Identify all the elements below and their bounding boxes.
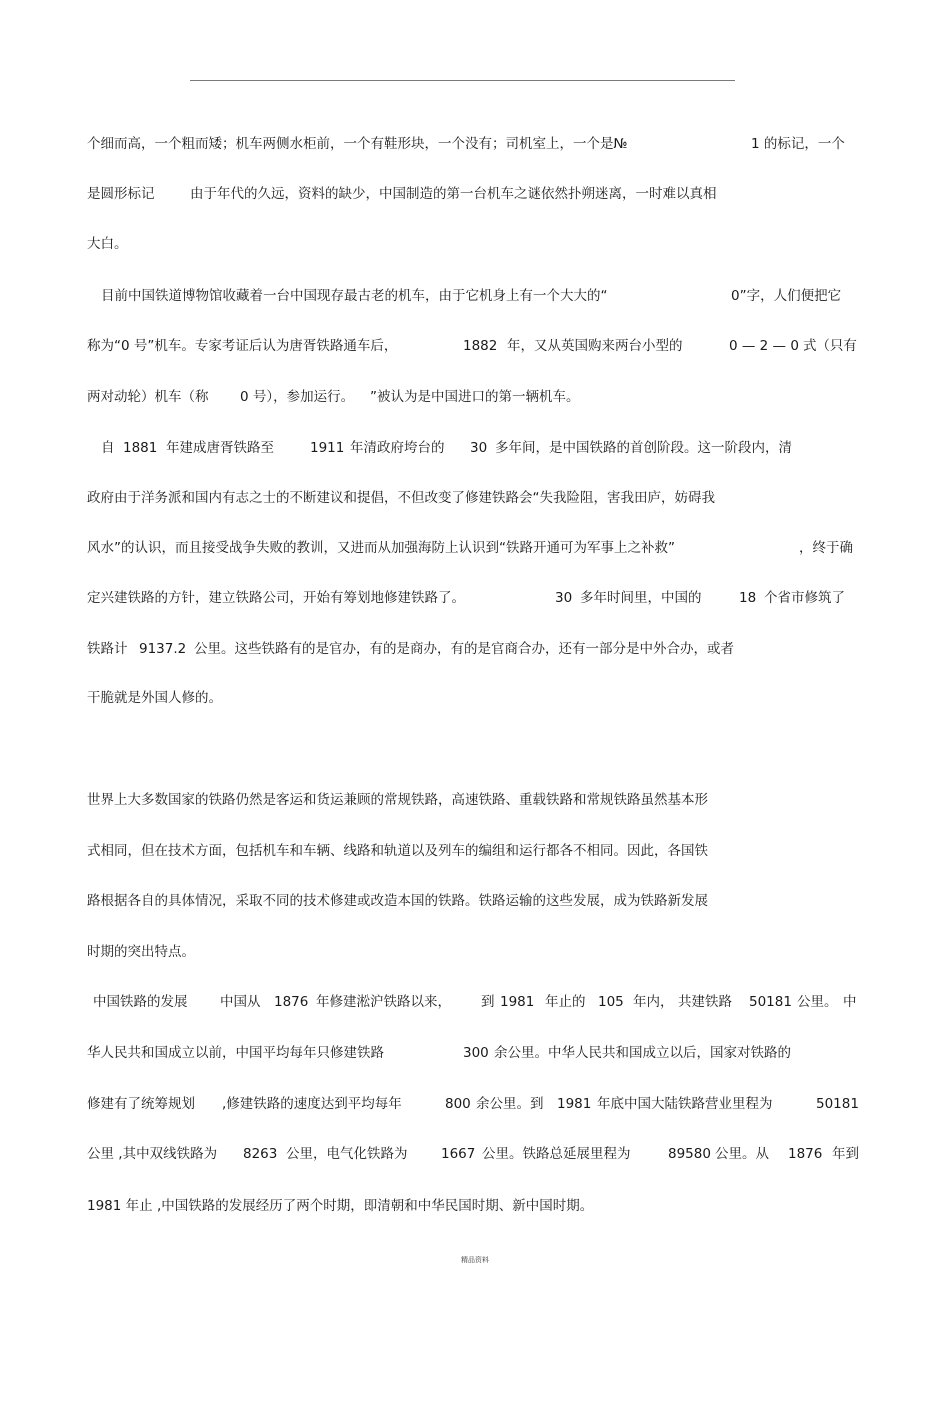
text-line bbox=[0, 486, 950, 510]
text-segment: 1 的标记，一个 bbox=[751, 136, 845, 152]
text-segment: 公里。从 bbox=[714, 1146, 769, 1162]
text-segment: 0 号），参加运行。 bbox=[240, 389, 355, 405]
text-segment: 共建铁路 bbox=[678, 994, 732, 1010]
text-segment: 修建有了统筹规划 bbox=[87, 1096, 195, 1112]
text-segment: 余公里。中华人民共和国成立以后，国家对铁路的 bbox=[494, 1045, 791, 1061]
text-segment: 8263 bbox=[243, 1146, 278, 1162]
text-segment: 9137.2 bbox=[139, 641, 187, 657]
text-line bbox=[0, 385, 950, 409]
text-line bbox=[0, 1142, 950, 1166]
text-line bbox=[0, 839, 950, 863]
text-segment: 1882 bbox=[463, 338, 498, 354]
text-segment: 公里。这些铁路有的是官办，有的是商办，有的是官商合办，还有一部分是中外合办，或者 bbox=[194, 641, 734, 657]
text-segment: 年底中国大陆铁路营业里程为 bbox=[597, 1096, 773, 1112]
text-segment: 目前中国铁道博物馆收藏着一台中国现存最古老的机车，由于它机身上有一个大大的“ bbox=[101, 288, 608, 304]
text-segment: 公里，电气化铁路为 bbox=[286, 1146, 408, 1162]
text-segment: 1981 年止 ,中国铁路的发展经历了两个时期，即清朝和中华民国时期、新中国时期。 bbox=[87, 1198, 594, 1214]
text-segment: 中国从 bbox=[220, 994, 261, 1010]
text-segment: 由于年代的久远，资料的缺少，中国制造的第一台机车之谜依然扑朔迷离，一时难以真相 bbox=[190, 186, 717, 202]
text-segment: 30 bbox=[470, 440, 488, 456]
text-segment: 800 bbox=[445, 1096, 471, 1112]
text-line bbox=[0, 436, 950, 460]
text-segment: 300 bbox=[463, 1045, 489, 1061]
text-segment: 大白。 bbox=[87, 236, 128, 252]
text-segment: 政府由于洋务派和国内有志之士的不断建议和提倡，不但改变了修建铁路会“失我险阻，害我田庐，妨碍我 bbox=[87, 490, 715, 506]
text-segment: 中国铁路的发展 bbox=[93, 994, 188, 1010]
text-segment: 公里。铁路总延展里程为 bbox=[482, 1146, 631, 1162]
text-segment: 年，又从英国购来两台小型的 bbox=[507, 338, 683, 354]
text-segment: 105 bbox=[598, 994, 624, 1010]
text-line bbox=[0, 232, 950, 256]
text-segment: 两对动轮）机车（称 bbox=[87, 389, 209, 405]
text-segment: 称为“0 号”机车。专家考证后认为唐胥铁路通车后， bbox=[87, 338, 398, 354]
header-rule bbox=[190, 80, 735, 81]
text-line bbox=[0, 182, 950, 206]
text-segment: 1667 bbox=[441, 1146, 476, 1162]
text-segment: 世界上大多数国家的铁路仍然是客运和货运兼顾的常规铁路，高速铁路、重载铁路和常规铁路虽然基本形 bbox=[87, 792, 708, 808]
text-segment: 定兴建铁路的方针，建立铁路公司，开始有筹划地修建铁路了。 bbox=[87, 590, 465, 606]
text-segment: ”被认为是中国进口的第一辆机车。 bbox=[370, 389, 580, 405]
text-line bbox=[0, 637, 950, 661]
text-segment: 自 bbox=[101, 440, 115, 456]
text-segment: ，终于确 bbox=[799, 540, 853, 556]
text-segment: 是圆形标记 bbox=[87, 186, 155, 202]
text-line bbox=[0, 284, 950, 308]
text-line bbox=[0, 940, 950, 964]
text-segment: 年修建淞沪铁路以来， bbox=[316, 994, 451, 1010]
text-segment: 1911 bbox=[310, 440, 345, 456]
text-segment: 50181 bbox=[816, 1096, 859, 1112]
text-line bbox=[0, 586, 950, 610]
text-segment: 0”字，人们便把它 bbox=[731, 288, 842, 304]
text-segment: 华人民共和国成立以前，中国平均每年只修建铁路 bbox=[87, 1045, 384, 1061]
text-segment: 1981 bbox=[500, 994, 535, 1010]
text-segment: 1876 bbox=[274, 994, 309, 1010]
text-segment: 式（只有 bbox=[802, 338, 857, 354]
text-segment: 1881 bbox=[123, 440, 158, 456]
text-line bbox=[0, 1041, 950, 1065]
text-line bbox=[0, 132, 950, 156]
text-segment: 89580 bbox=[668, 1146, 711, 1162]
text-line bbox=[0, 536, 950, 560]
text-segment: 1981 bbox=[557, 1096, 592, 1112]
text-segment: 铁路计 bbox=[87, 641, 128, 657]
text-segment: ,修建铁路的速度达到平均每年 bbox=[222, 1096, 402, 1112]
text-segment: 年止的 bbox=[545, 994, 586, 1010]
text-segment: 年建成唐胥铁路至 bbox=[166, 440, 274, 456]
text-segment: 个细而高，一个粗而矮；机车两侧水柜前，一个有鞋形块，一个没有；司机室上，一个是№ bbox=[87, 136, 628, 152]
text-line bbox=[0, 686, 950, 710]
text-segment: 30 bbox=[555, 590, 573, 606]
text-segment: 干脆就是外国人修的。 bbox=[87, 690, 222, 706]
page-footer: 精品资料 bbox=[461, 1256, 489, 1264]
text-segment: 多年间，是中国铁路的首创阶段。这一阶段内，清 bbox=[495, 440, 792, 456]
text-segment: 0 — 2 — 0 bbox=[729, 338, 799, 354]
text-segment: 中 bbox=[843, 994, 857, 1010]
text-segment: 18 bbox=[739, 590, 757, 606]
text-segment: 50181 bbox=[749, 994, 792, 1010]
text-segment: 余公里。到 bbox=[476, 1096, 544, 1112]
text-line bbox=[0, 1194, 950, 1218]
text-segment: 风水”的认识，而且接受战争失败的教训，又进而从加强海防上认识到“铁路开通可为军事上之补救” bbox=[87, 540, 675, 556]
text-segment: 个省市修筑了 bbox=[764, 590, 845, 606]
text-line bbox=[0, 334, 950, 358]
text-segment: 多年时间里，中国的 bbox=[580, 590, 702, 606]
text-segment: 公里。 bbox=[797, 994, 838, 1010]
text-line bbox=[0, 788, 950, 812]
text-line bbox=[0, 889, 950, 913]
text-segment: 年清政府垮台的 bbox=[350, 440, 445, 456]
text-segment: 年到 bbox=[832, 1146, 859, 1162]
text-segment: 时期的突出特点。 bbox=[87, 944, 195, 960]
text-line bbox=[0, 1092, 950, 1116]
text-segment: 式相同，但在技术方面，包括机车和车辆、线路和轨道以及列车的编组和运行都各不相同。因此，各国铁 bbox=[87, 843, 708, 859]
text-segment: 1876 bbox=[788, 1146, 823, 1162]
text-line bbox=[0, 990, 950, 1014]
text-segment: 年内， bbox=[633, 994, 674, 1010]
text-segment: 路根据各自的具体情况，采取不同的技术修建或改造本国的铁路。铁路运输的这些发展，成为铁路新发展 bbox=[87, 893, 708, 909]
text-segment: 公里 ,其中双线铁路为 bbox=[87, 1146, 218, 1162]
text-segment: 到 bbox=[481, 994, 495, 1010]
